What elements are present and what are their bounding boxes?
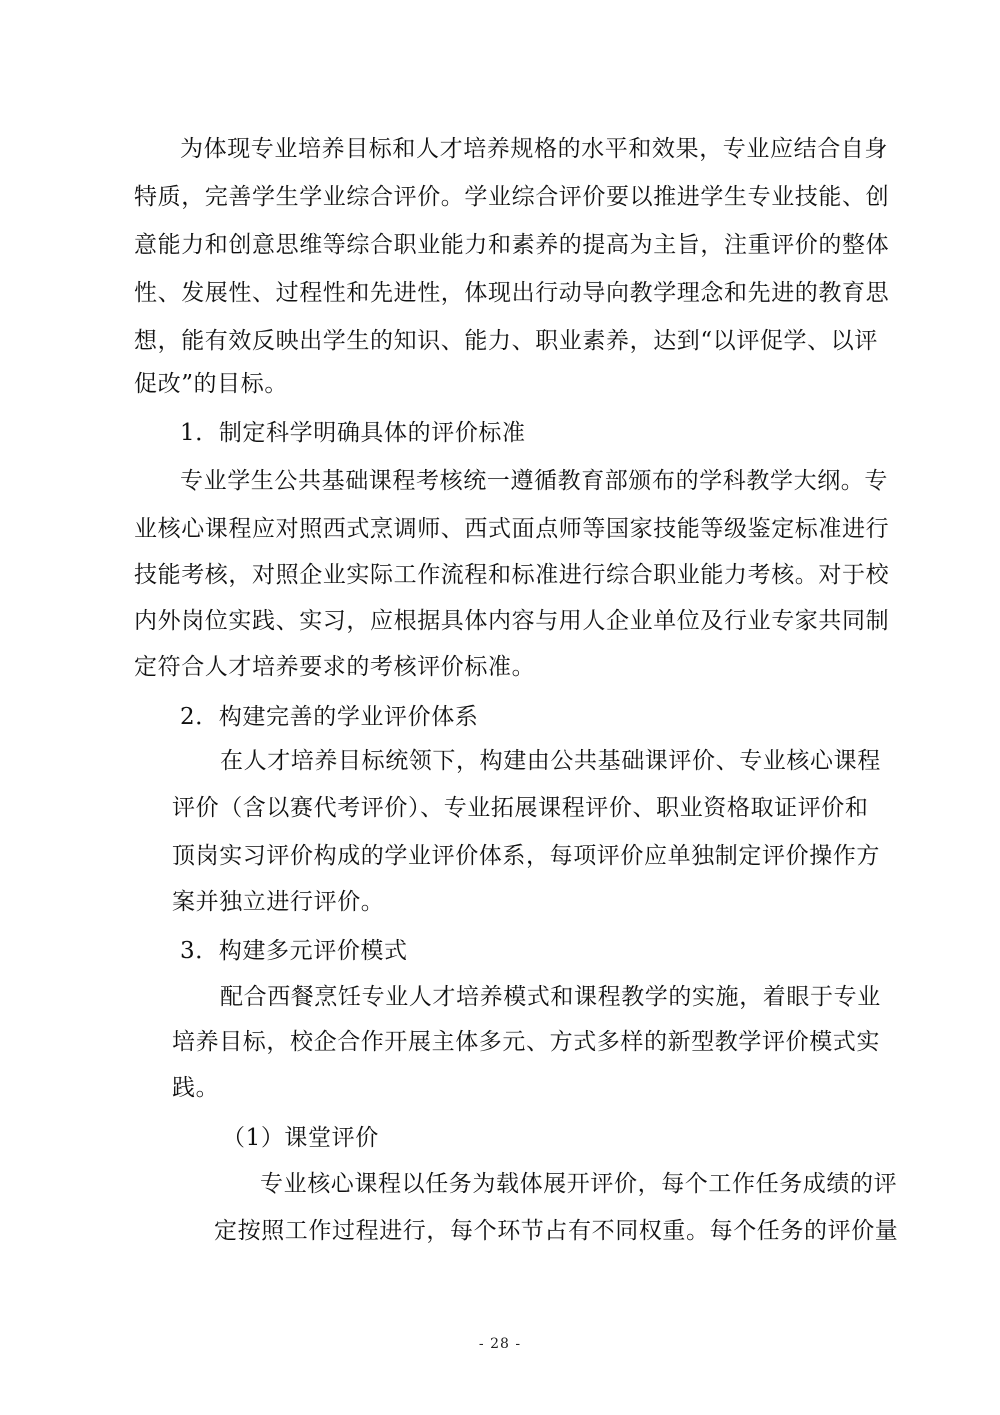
section-1-line-1: 专业学生公共基础课程考核统一遵循教育部颁布的学科教学大纲。专 [180, 468, 888, 494]
subsection-1-heading: （1）课堂评价 [222, 1125, 379, 1151]
section-1-heading: 1．制定科学明确具体的评价标准 [180, 420, 526, 446]
section-2-heading: 2．构建完善的学业评价体系 [180, 704, 479, 730]
section-2-line-3: 顶岗实习评价构成的学业评价体系，每项评价应单独制定评价操作方 [172, 843, 880, 869]
section-2-line-1: 在人才培养目标统领下，构建由公共基础课评价、专业核心课程 [220, 748, 881, 774]
intro-line-4: 性、发展性、过程性和先进性，体现出行动导向教学理念和先进的教育思 [134, 280, 890, 306]
subsection-1-line-1: 专业核心课程以任务为载体展开评价，每个工作任务成绩的评 [260, 1171, 898, 1197]
section-3-line-1: 配合西餐烹饪专业人才培养模式和课程教学的实施，着眼于专业 [220, 984, 881, 1010]
section-2-line-2: 评价（含以赛代考评价）、专业拓展课程评价、职业资格取证评价和 [172, 795, 869, 821]
intro-line-5: 想，能有效反映出学生的知识、能力、职业素养，达到“以评促学、以评 [134, 328, 878, 354]
section-3-line-2: 培养目标，校企合作开展主体多元、方式多样的新型教学评价模式实 [172, 1029, 880, 1055]
section-2-line-4: 案并独立进行评价。 [172, 889, 385, 915]
section-1-line-3: 技能考核，对照企业实际工作流程和标准进行综合职业能力考核。对于校 [134, 562, 890, 588]
section-3-line-3: 践。 [172, 1075, 220, 1101]
subsection-1-line-2: 定按照工作过程进行，每个环节占有不同权重。每个任务的评价量 [214, 1218, 899, 1244]
intro-line-2: 特质，完善学生学业综合评价。学业综合评价要以推进学生专业技能、创 [134, 184, 890, 210]
section-1-line-2: 业核心课程应对照西式烹调师、西式面点师等国家技能等级鉴定标准进行 [134, 516, 890, 542]
intro-line-3: 意能力和创意思维等综合职业能力和素养的提高为主旨，注重评价的整体 [134, 232, 890, 258]
intro-line-1: 为体现专业培养目标和人才培养规格的水平和效果，专业应结合自身 [180, 136, 888, 162]
page-number: - 28 - [478, 1336, 522, 1352]
section-3-heading: 3．构建多元评价模式 [180, 938, 408, 964]
section-1-line-5: 定符合人才培养要求的考核评价标准。 [134, 654, 536, 680]
section-1-line-4: 内外岗位实践、实习，应根据具体内容与用人企业单位及行业专家共同制 [134, 608, 890, 634]
intro-line-6: 促改”的目标。 [134, 371, 288, 397]
